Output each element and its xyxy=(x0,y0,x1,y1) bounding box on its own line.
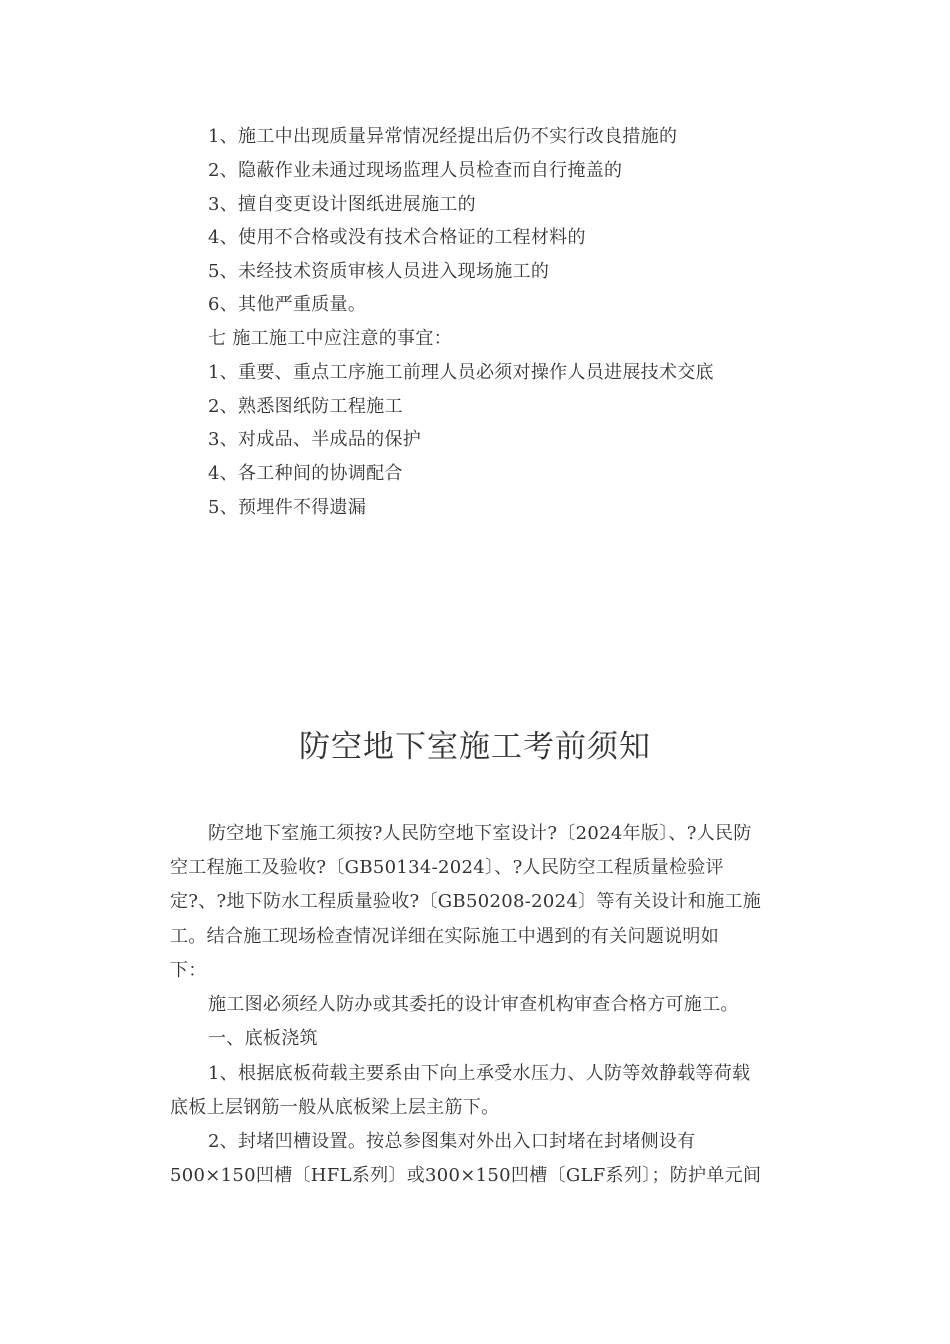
list-item: 3、擅自变更设计图纸进展施工的 xyxy=(208,194,476,215)
paragraph-line: 1、根据底板荷载主要系由下向上承受水压力、人防等效静载等荷载 xyxy=(208,1063,751,1084)
list-item: 2、熟悉图纸防工程施工 xyxy=(208,396,403,417)
list-item: 5、预埋件不得遗漏 xyxy=(208,497,367,518)
list-item: 2、隐蔽作业未通过现场监理人员检查而自行掩盖的 xyxy=(208,160,623,181)
paragraph-line: 空工程施工及验收?〔GB50134-2024〕、?人民防空工程质量检验评 xyxy=(170,857,724,878)
document-title: 防空地下室施工考前须知 xyxy=(299,729,651,765)
section-heading: 一、底板浇筑 xyxy=(208,1028,318,1049)
paragraph-line: 底板上层钢筋一般从底板梁上层主筋下。 xyxy=(170,1097,500,1118)
list-item: 4、各工种间的协调配合 xyxy=(208,463,403,484)
paragraph-line: 2、封堵凹槽设置。按总参图集对外出入口封堵在封堵侧设有 xyxy=(208,1131,696,1152)
list-item: 1、施工中出现质量异常情况经提出后仍不实行改良措施的 xyxy=(208,126,678,147)
list-item: 3、对成品、半成品的保护 xyxy=(208,429,422,450)
list-item: 5、未经技术资质审核人员进入现场施工的 xyxy=(208,261,550,282)
paragraph-line: 500×150凹槽〔HFL系列〕或300×150凹槽〔GLF系列〕；防护单元间 xyxy=(170,1165,762,1186)
list-item: 1、重要、重点工序施工前理人员必须对操作人员进展技术交底 xyxy=(208,362,714,383)
paragraph-line: 防空地下室施工须按?人民防空地下室设计?〔2024年版〕、?人民防 xyxy=(208,823,752,844)
section-heading: 七 施工施工中应注意的事宜： xyxy=(208,328,452,349)
paragraph-line: 工。结合施工现场检查情况详细在实际施工中遇到的有关问题说明如 xyxy=(170,926,719,947)
paragraph-line: 施工图必须经人防办或其委托的设计审查机构审查合格方可施工。 xyxy=(208,994,739,1015)
paragraph-line: 定?、?地下防水工程质量验收?〔GB50208-2024〕等有关设计和施工施 xyxy=(170,891,762,912)
paragraph-line: 下： xyxy=(170,960,207,981)
list-item: 4、使用不合格或没有技术合格证的工程材料的 xyxy=(208,227,586,248)
list-item: 6、其他严重质量。 xyxy=(208,294,367,315)
